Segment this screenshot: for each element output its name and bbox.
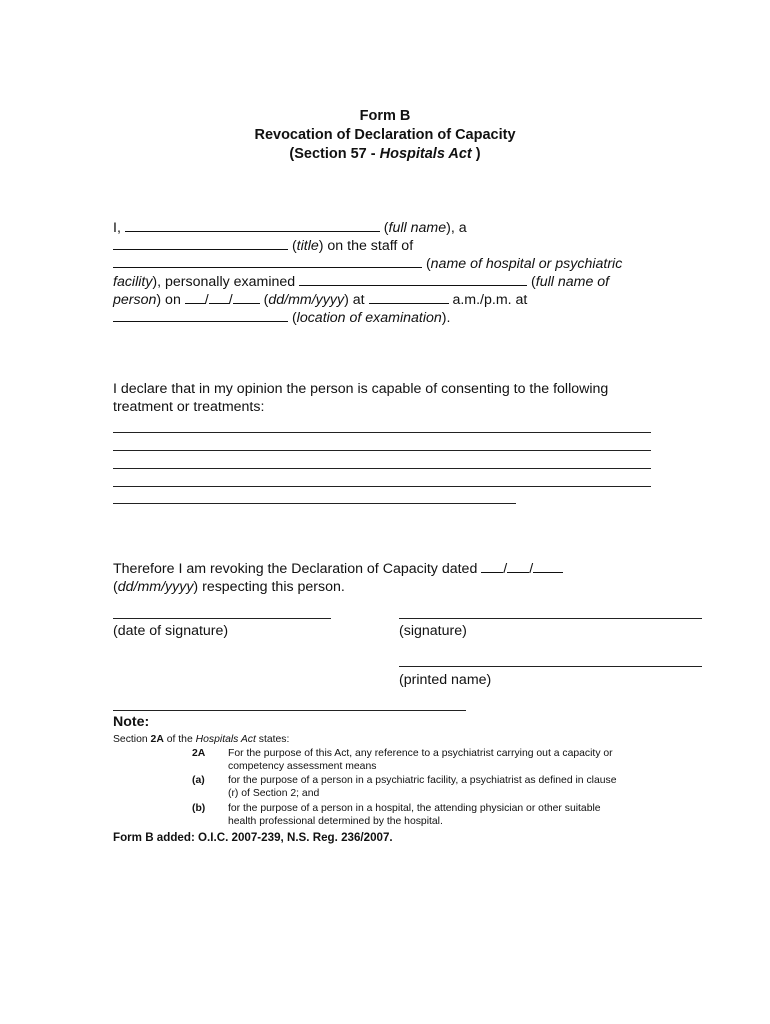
section-close: ) [471, 146, 481, 162]
title-blank[interactable] [113, 237, 288, 250]
note-divider [113, 710, 466, 711]
exam-day-blank[interactable] [185, 291, 205, 304]
exam-month-blank[interactable] [209, 291, 229, 304]
date-slash: / [204, 292, 209, 308]
signature-label: (signature) [399, 623, 467, 639]
exam-year-blank[interactable] [233, 291, 260, 304]
staff-of: ) on the staff of [318, 238, 414, 254]
intro-line-4: facility), personally examined (full name of [113, 274, 610, 290]
intro-a: ), a [446, 220, 467, 236]
intro-period: ). [441, 310, 451, 326]
date-format-hint: dd/mm/yyyy [268, 292, 345, 308]
date-signature-label: (date of signature) [113, 623, 229, 639]
note-item-label: 2A [192, 748, 206, 759]
treatment-line[interactable] [113, 450, 651, 451]
date-slash: / [228, 292, 233, 308]
ampm-text: a.m./p.m. at [452, 292, 528, 308]
date-slash: / [529, 561, 534, 577]
act-name: Hospitals Act [379, 146, 472, 162]
treatment-line[interactable] [113, 486, 651, 487]
person-hint: person [113, 292, 157, 308]
hospital-hint: name of hospital or psychiatric [430, 256, 623, 272]
revoke-date-hint: dd/mm/yyyy [117, 579, 194, 595]
form-title: Revocation of Declaration of Capacity [254, 127, 516, 143]
note-item-text: for the purpose of a person in a hospital, the attending physician or other suitable [228, 803, 601, 814]
note-section-line [113, 733, 289, 747]
decl-month-blank[interactable] [507, 560, 529, 573]
intro-line-6: (location of examination). [113, 309, 450, 327]
note-item-label: (b) [192, 803, 206, 814]
note-item-text: (r) of Section 2; and [228, 788, 320, 799]
note-item-label: (a) [192, 775, 205, 786]
note-section-pre: Section [113, 734, 151, 745]
revoke-line-1 [113, 560, 563, 578]
printed-name-label: (printed name) [399, 672, 492, 688]
note-item-text: For the purpose of this Act, any reference to a psychiatrist carrying out a capacity or [228, 748, 613, 759]
full-name-hint: full name [388, 220, 447, 236]
revoke-line-2: (dd/mm/yyyy) respecting this person. [113, 579, 345, 595]
treatment-line[interactable] [113, 432, 651, 433]
declare-line-2: treatment or treatments: [113, 399, 265, 415]
treatment-line[interactable] [113, 468, 651, 469]
location-blank[interactable] [113, 309, 288, 322]
location-hint: location of examination [296, 310, 442, 326]
hospital-blank[interactable] [113, 255, 422, 268]
note-section-post: states: [255, 734, 290, 745]
note-heading: Note: [113, 714, 150, 730]
full-name-of-hint: full name of [535, 274, 610, 290]
intro-line-2: (title) on the staff of [113, 237, 413, 255]
facility-hint: facility [113, 274, 153, 290]
form-label: Form B [359, 108, 411, 124]
form-footer: Form B added: O.I.C. 2007-239, N.S. Reg. 236/2007. [113, 831, 393, 844]
revoke-rest: ) respecting this person. [193, 579, 345, 595]
examined-text: ), personally examined [152, 274, 296, 290]
note-item-text: competency assessment means [228, 761, 377, 772]
note-section-act: Hospitals Act [195, 734, 256, 745]
note-item-text: health professional determined by the hospital. [228, 816, 443, 827]
treatment-line[interactable] [113, 503, 516, 504]
intro-line-5: person) on / / (dd/mm/yyyy) at a.m./p.m. at [113, 292, 528, 308]
form-section [0, 146, 770, 162]
intro-line-1: I, (full name), a [113, 220, 467, 236]
declare-line-1: I declare that in my opinion the person is capable of consenting to the following [113, 381, 609, 397]
note-section-mid: of the [163, 734, 196, 745]
signature-line[interactable] [399, 618, 702, 619]
decl-day-blank[interactable] [481, 560, 503, 573]
date-signature-line[interactable] [113, 618, 331, 619]
note-item-text: for the purpose of a person in a psychiatric facility, a psychiatrist as defined in clause [228, 775, 617, 786]
title-hint: title [296, 238, 319, 254]
full-name-blank[interactable] [125, 219, 380, 232]
intro-line-3: (name of hospital or psychiatric [113, 255, 622, 273]
decl-year-blank[interactable] [533, 560, 563, 573]
intro-i: I, [113, 220, 121, 236]
printed-name-line[interactable] [399, 666, 702, 667]
patient-name-blank[interactable] [299, 273, 527, 286]
section-open: (Section 57 - [289, 146, 380, 162]
on-text: ) on [156, 292, 181, 308]
exam-time-blank[interactable] [369, 291, 449, 304]
note-section-num: 2A [150, 734, 164, 745]
date-slash: / [503, 561, 508, 577]
at-text: ) at [344, 292, 365, 308]
revoke-text: Therefore I am revoking the Declaration of Capacity dated [113, 561, 478, 577]
